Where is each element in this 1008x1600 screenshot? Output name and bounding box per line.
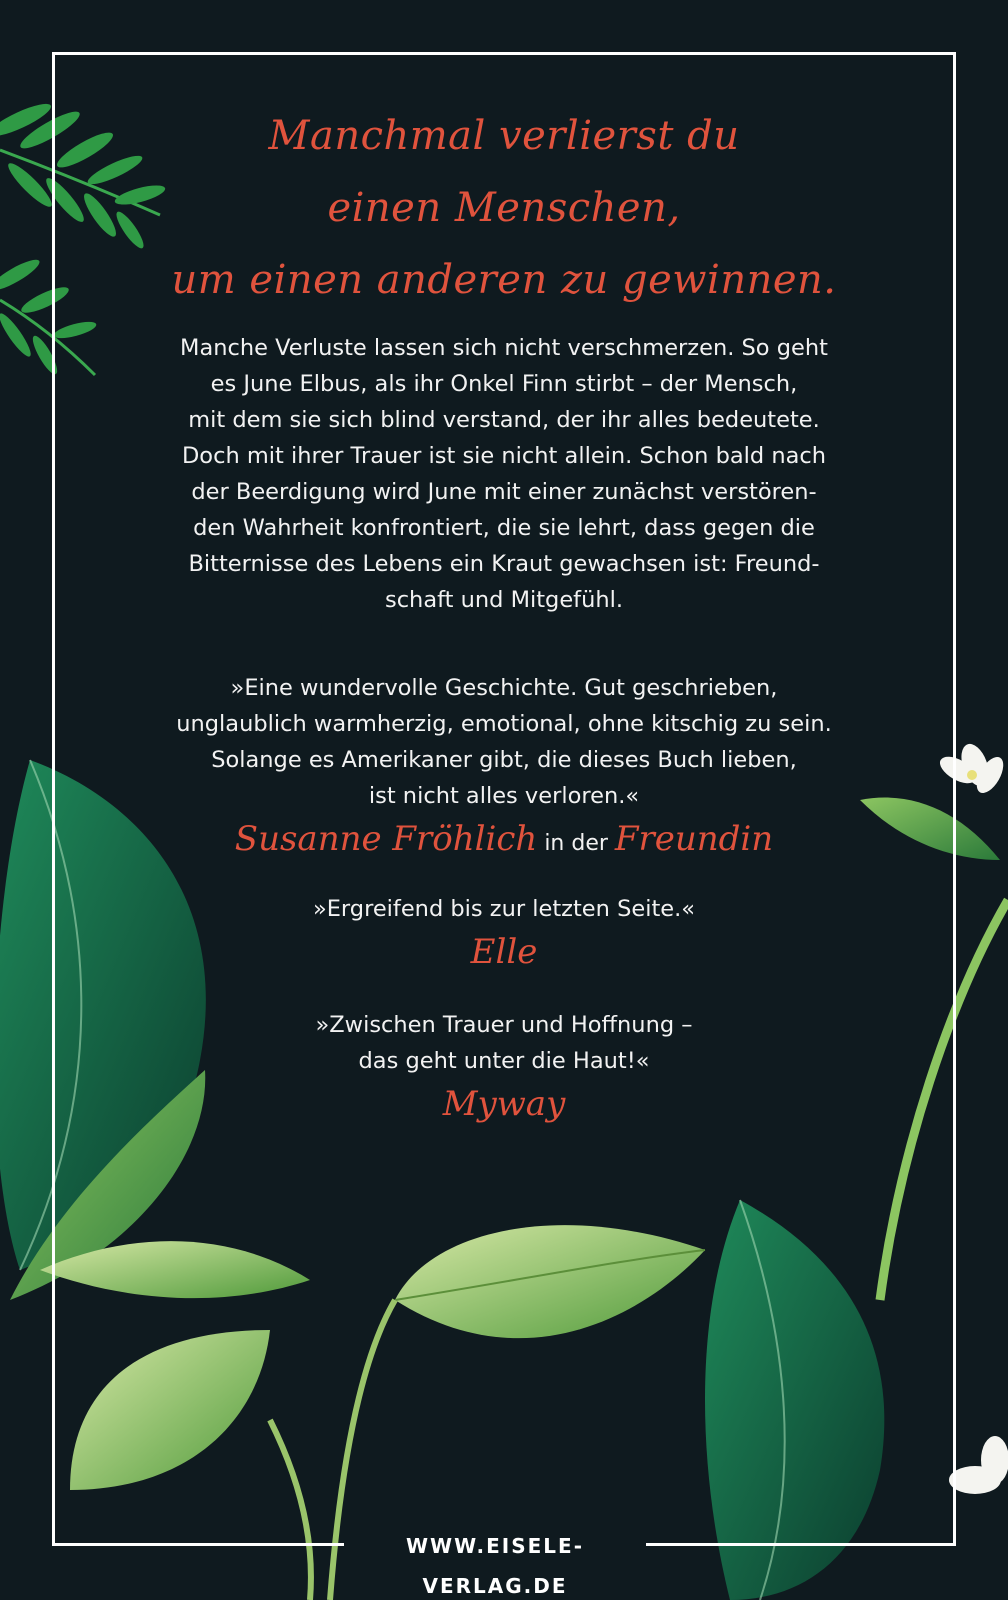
- blurb-line: Bitternisse des Lebens ein Kraut gewachsen ist: Freund-: [188, 551, 820, 577]
- blurb-line: der Beerdigung wird June mit einer zunächst verstören-: [191, 479, 817, 505]
- blurb-line: den Wahrheit konfrontiert, die sie lehrt, dass gegen die: [193, 515, 815, 541]
- quote-line: »Zwischen Trauer und Hoffnung –: [315, 1012, 693, 1038]
- blurb-line: schaft und Mitgefühl.: [384, 587, 624, 613]
- review-quote: [120, 891, 888, 927]
- quote-line: »Eine wundervolle Geschichte. Gut geschrieben,: [230, 675, 778, 701]
- review-author: Susanne Fröhlich: [234, 819, 538, 859]
- headline-line: Manchmal verlierst du: [268, 113, 740, 159]
- review-publication: Elle: [470, 932, 538, 972]
- blurb-line: es June Elbus, als ihr Onkel Finn stirbt – der Mensch,: [210, 371, 798, 397]
- blurb-line: mit dem sie sich blind verstand, der ihr alles bedeutete.: [188, 407, 820, 433]
- headline: [120, 100, 888, 316]
- cover-text: [120, 100, 888, 1129]
- headline-line: einen Menschen,: [327, 185, 681, 231]
- publisher-website: WWW.EISELE-VERLAG.DE: [344, 1526, 646, 1566]
- blurb-line: Manche Verluste lassen sich nicht verschmerzen. So geht: [180, 335, 828, 361]
- review-quote: [120, 1007, 888, 1079]
- quote-line: Solange es Amerikaner gibt, die dieses Buch lieben,: [211, 747, 797, 773]
- quote-line: ist nicht alles verloren.«: [368, 783, 640, 809]
- blurb: [120, 330, 888, 618]
- review-publication: Myway: [442, 1084, 566, 1124]
- headline-line: um einen anderen zu gewinnen.: [171, 257, 837, 303]
- review-source: [120, 814, 888, 869]
- blurb-line: Doch mit ihrer Trauer ist sie nicht allein. Schon bald nach: [181, 443, 827, 469]
- quote-line: unglaublich warmherzig, emotional, ohne kitschig zu sein.: [176, 711, 832, 737]
- review-publication: Freundin: [614, 819, 774, 859]
- quote-line: »Ergreifend bis zur letzten Seite.«: [312, 896, 696, 922]
- quote-line: das geht unter die Haut!«: [358, 1048, 650, 1074]
- review-connector: in der: [544, 831, 608, 856]
- review-quote: [120, 670, 888, 814]
